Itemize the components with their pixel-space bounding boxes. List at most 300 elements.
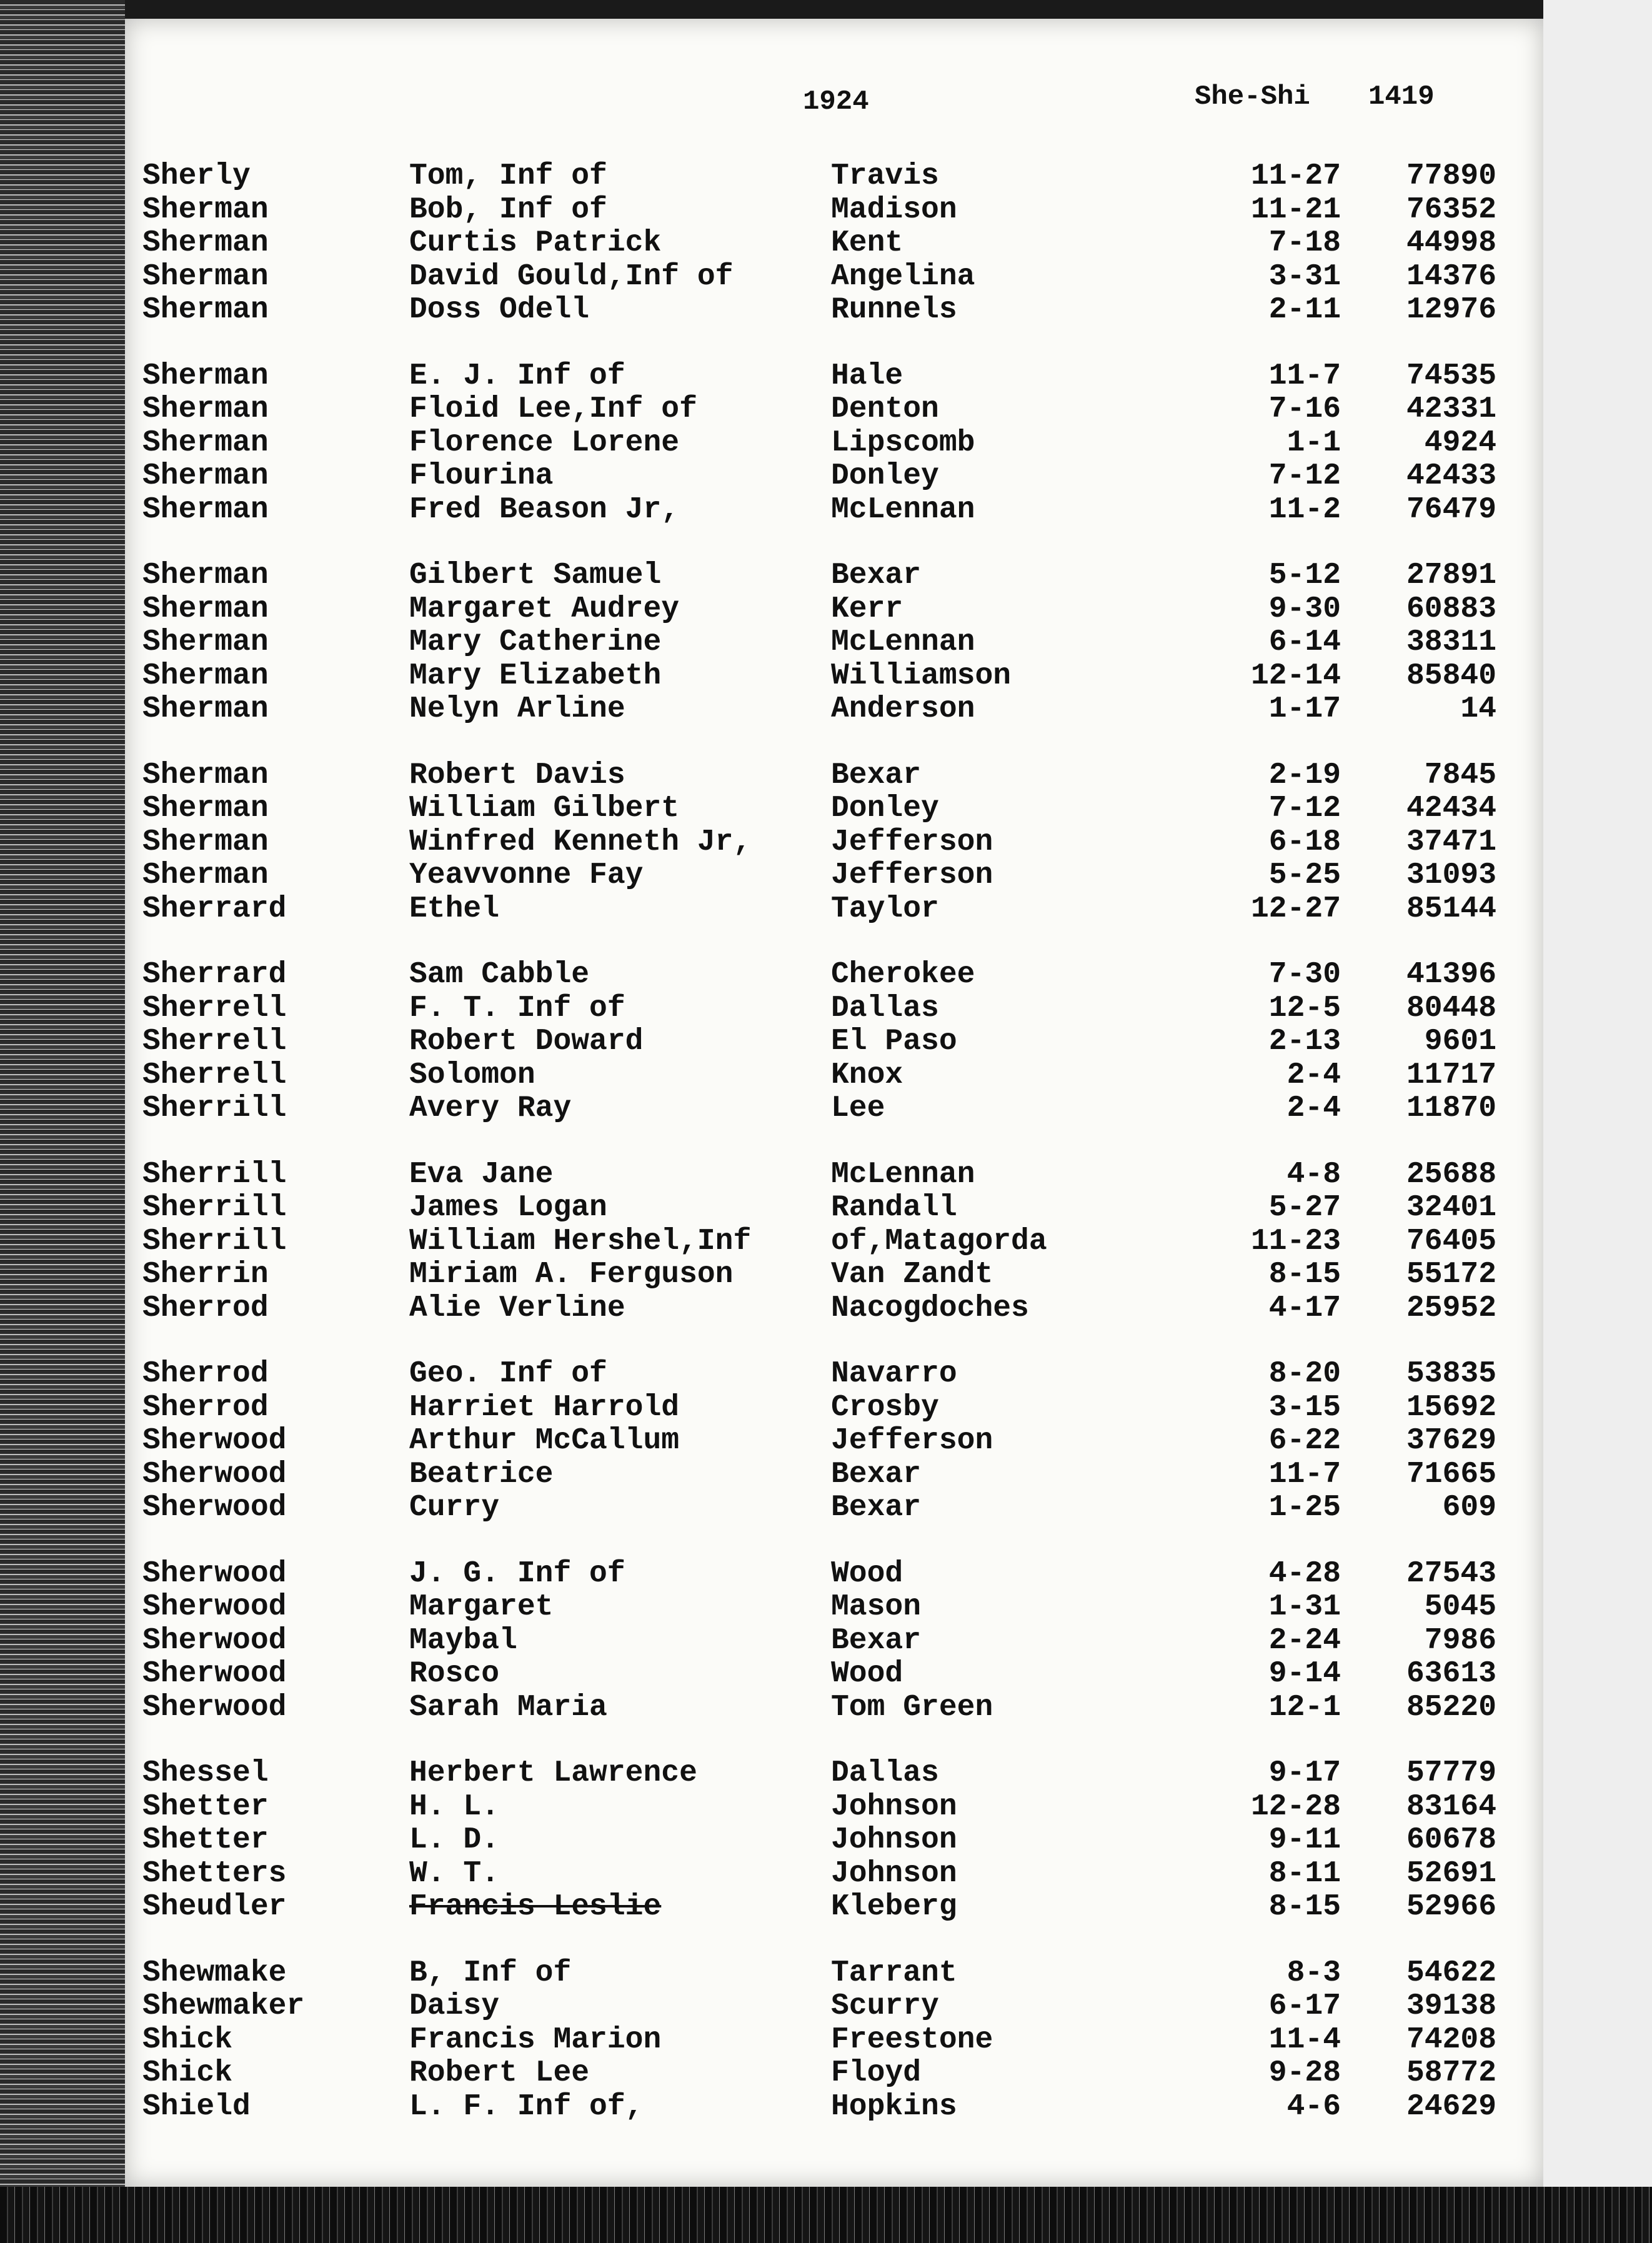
certificate-number-text: 63613 [1406, 1657, 1496, 1691]
surname-text: Shield [142, 2089, 251, 2124]
certificate-number-text: 83164 [1406, 1789, 1496, 1824]
surname-text: Sherwood [142, 1623, 287, 1658]
given-name-text: Arthur McCallum [409, 1424, 680, 1458]
list-item [125, 1291, 1543, 1325]
date-text: 8-15 [1268, 1890, 1341, 1924]
certificate-number-text: 38311 [1406, 625, 1496, 659]
county-text: Denton [831, 392, 939, 426]
given-name-text: Margaret Audrey [409, 592, 680, 626]
list-item [125, 592, 1543, 626]
given-name-text: Winfred Kenneth Jr, [409, 825, 752, 859]
list-item [125, 659, 1543, 693]
given-name-text: David Gould,Inf of [409, 259, 734, 294]
list-item [125, 1391, 1543, 1425]
surname-text: Sherrod [142, 1357, 269, 1391]
scan-bottom-border [0, 2187, 1652, 2243]
certificate-number-text: 58772 [1406, 2056, 1496, 2090]
list-item [125, 1092, 1543, 1125]
given-name-text: Alie Verline [409, 1291, 625, 1325]
surname-text: Shick [142, 2022, 233, 2057]
given-name-text: Sam Cabble [409, 958, 590, 992]
certificate-number-text: 52966 [1406, 1890, 1496, 1924]
certificate-number-text: 85840 [1406, 659, 1496, 693]
given-name-text: Yeavvonne Fay [409, 858, 644, 892]
county-text: Knox [831, 1058, 903, 1092]
date-text: 5-27 [1268, 1191, 1341, 1225]
list-item [125, 1491, 1543, 1524]
certificate-number-text: 7845 [1424, 758, 1496, 792]
given-name-text: Herbert Lawrence [409, 1756, 697, 1790]
given-name-text: Avery Ray [409, 1092, 572, 1125]
date-text: 8-3 [1286, 1956, 1341, 1990]
given-name-text: Flourina [409, 459, 554, 493]
list-item [125, 1823, 1543, 1857]
county-text: El Paso [831, 1025, 957, 1058]
list-item [125, 426, 1543, 460]
date-text: 7-16 [1268, 392, 1341, 426]
scan-left-border [0, 0, 125, 2243]
certificate-number-text: 53835 [1406, 1357, 1496, 1391]
given-name-text: Floid Lee,Inf of [409, 392, 697, 426]
surname-text: Sherwood [142, 1457, 287, 1491]
date-text: 3-31 [1268, 259, 1341, 294]
date-text: 2-4 [1286, 1058, 1341, 1092]
certificate-number-text: 60678 [1406, 1823, 1496, 1857]
date-text: 7-18 [1268, 226, 1341, 260]
county-text: McLennan [831, 492, 975, 527]
surname-text: Sheudler [142, 1890, 287, 1924]
county-text: Jefferson [831, 858, 993, 892]
date-text: 1-25 [1268, 1491, 1341, 1524]
surname-text: Sherly [142, 159, 251, 193]
certificate-number-text: 9601 [1424, 1025, 1496, 1058]
date-text: 4-28 [1268, 1556, 1341, 1591]
surname-text: Sherrill [142, 1191, 287, 1225]
county-text: Taylor [831, 892, 939, 926]
certificate-number-text: 609 [1442, 1491, 1496, 1524]
surname-text: Sherrard [142, 892, 287, 926]
county-text: Jefferson [831, 825, 993, 859]
given-name-text: Florence Lorene [409, 425, 680, 460]
surname-text: Sherman [142, 425, 269, 460]
surname-text: Shick [142, 2056, 233, 2090]
list-item [125, 459, 1543, 493]
list-item [125, 159, 1543, 193]
certificate-number-text: 74208 [1406, 2022, 1496, 2057]
county-text: Johnson [831, 1856, 957, 1891]
county-text: Bexar [831, 1457, 922, 1491]
county-text: Dallas [831, 1756, 939, 1790]
year-header: 1924 [803, 86, 869, 117]
given-name-text: Harriet Harrold [409, 1390, 680, 1425]
given-name-text: Bob, Inf of [409, 192, 607, 227]
date-text: 5-12 [1268, 559, 1341, 592]
given-name-text: L. F. Inf of, [409, 2089, 644, 2124]
county-text: Kent [831, 226, 903, 260]
county-text: Randall [831, 1191, 957, 1225]
given-name-text: William Hershel,Inf [409, 1224, 752, 1258]
certificate-number-text: 52691 [1406, 1856, 1496, 1891]
given-name-text: Mary Elizabeth [409, 659, 662, 693]
surname-text: Sherwood [142, 1657, 287, 1691]
list-item [125, 858, 1543, 892]
county-text: Madison [831, 192, 957, 227]
range-header: She-Shi [1195, 81, 1310, 112]
county-text: Donley [831, 792, 939, 825]
list-item [125, 392, 1543, 426]
given-name-text: Solomon [409, 1058, 535, 1092]
certificate-number-text: 11870 [1406, 1092, 1496, 1125]
date-text: 8-11 [1268, 1856, 1341, 1891]
list-item [125, 1624, 1543, 1658]
given-name-text: Rosco [409, 1657, 500, 1691]
list-item [125, 193, 1543, 227]
county-text: Bexar [831, 1491, 922, 1524]
county-text: Williamson [831, 659, 1012, 693]
county-text: Bexar [831, 758, 922, 792]
county-text: Wood [831, 1657, 903, 1691]
certificate-number-text: 77890 [1406, 159, 1496, 193]
date-text: 12-14 [1250, 659, 1341, 693]
county-text: Hale [831, 359, 903, 393]
given-name-text: L. D. [409, 1823, 500, 1857]
given-name-text: B, Inf of [409, 1956, 572, 1990]
county-text: Lee [831, 1092, 885, 1125]
surname-text: Sherwood [142, 1690, 287, 1724]
surname-text: Sherrill [142, 1224, 287, 1258]
county-text: Mason [831, 1590, 922, 1624]
list-item [125, 1590, 1543, 1624]
list-item [125, 1956, 1543, 1990]
certificate-number-text: 14 [1460, 692, 1496, 726]
date-text: 11-23 [1250, 1224, 1341, 1258]
surname-text: Sherman [142, 226, 269, 260]
surname-text: Sherrill [142, 1092, 287, 1125]
surname-text: Sherman [142, 659, 269, 693]
list-item [125, 226, 1543, 260]
county-text: Floyd [831, 2056, 922, 2090]
certificate-number-text: 11717 [1406, 1058, 1496, 1092]
given-name-text: Francis Marion [409, 2022, 662, 2057]
date-text: 11-4 [1268, 2022, 1341, 2057]
county-text: Freestone [831, 2022, 993, 2057]
date-text: 3-15 [1268, 1390, 1341, 1425]
certificate-number-text: 27543 [1406, 1556, 1496, 1591]
county-text: Johnson [831, 1823, 957, 1857]
certificate-number-text: 44998 [1406, 226, 1496, 260]
certificate-number-text: 71665 [1406, 1457, 1496, 1491]
county-text: McLennan [831, 1157, 975, 1191]
certificate-number-text: 57779 [1406, 1756, 1496, 1790]
county-text: Kerr [831, 592, 903, 626]
county-text: Tarrant [831, 1956, 957, 1990]
surname-text: Sherrard [142, 958, 287, 992]
given-name-text: F. T. Inf of [409, 991, 625, 1025]
certificate-number-text: 7986 [1424, 1623, 1496, 1658]
county-text: Anderson [831, 692, 975, 726]
surname-text: Shewmaker [142, 1989, 305, 2023]
certificate-number-text: 60883 [1406, 592, 1496, 626]
date-text: 6-18 [1268, 825, 1341, 859]
surname-text: Sherman [142, 858, 269, 892]
date-text: 4-17 [1268, 1291, 1341, 1325]
certificate-number-text: 4924 [1424, 425, 1496, 460]
given-name-text: Daisy [409, 1989, 500, 2023]
list-item [125, 1458, 1543, 1491]
date-text: 9-11 [1268, 1823, 1341, 1857]
date-text: 12-1 [1268, 1690, 1341, 1724]
date-text: 9-17 [1268, 1756, 1341, 1790]
list-item [125, 2090, 1543, 2124]
certificate-number-text: 41396 [1406, 958, 1496, 992]
certificate-number-text: 76352 [1406, 192, 1496, 227]
date-text: 11-27 [1250, 159, 1341, 193]
county-text: Crosby [831, 1390, 939, 1425]
county-text: Navarro [831, 1357, 957, 1391]
given-name-text: E. J. Inf of [409, 359, 625, 393]
given-name-text: H. L. [409, 1789, 500, 1824]
county-text: Donley [831, 459, 939, 493]
date-text: 7-30 [1268, 958, 1341, 992]
list-item [125, 260, 1543, 294]
county-text: Scurry [831, 1989, 939, 2023]
date-text: 11-7 [1268, 1457, 1341, 1491]
certificate-number-text: 37471 [1406, 825, 1496, 859]
certificate-number-text: 14376 [1406, 259, 1496, 294]
list-item [125, 1058, 1543, 1092]
date-text: 8-20 [1268, 1357, 1341, 1391]
list-item [125, 692, 1543, 726]
surname-text: Sherman [142, 592, 269, 626]
list-item [125, 1258, 1543, 1291]
surname-text: Shessel [142, 1756, 269, 1790]
surname-text: Sherman [142, 359, 269, 393]
date-text: 4-8 [1286, 1157, 1341, 1191]
certificate-number-text: 42434 [1406, 792, 1496, 825]
certificate-number-text: 25688 [1406, 1157, 1496, 1191]
list-item [125, 1691, 1543, 1724]
date-text: 7-12 [1268, 459, 1341, 493]
surname-text: Sherman [142, 192, 269, 227]
county-text: Wood [831, 1556, 903, 1591]
date-text: 11-21 [1250, 192, 1341, 227]
certificate-number-text: 85144 [1406, 892, 1496, 926]
list-item [125, 1424, 1543, 1458]
certificate-number-text: 42331 [1406, 392, 1496, 426]
certificate-number-text: 15692 [1406, 1390, 1496, 1425]
surname-text: Sherwood [142, 1424, 287, 1458]
page-number: 1419 [1368, 81, 1435, 112]
certificate-number-text: 42433 [1406, 459, 1496, 493]
given-name-text: William Gilbert [409, 792, 680, 825]
surname-text: Sherman [142, 825, 269, 859]
date-text: 2-11 [1268, 293, 1341, 327]
surname-text: Sherman [142, 625, 269, 659]
date-text: 9-14 [1268, 1657, 1341, 1691]
given-name-text: Doss Odell [409, 293, 590, 327]
date-text: 1-31 [1268, 1590, 1341, 1624]
surname-text: Sherrill [142, 1157, 287, 1191]
surname-text: Sherwood [142, 1556, 287, 1591]
county-text: of,Matagorda [831, 1224, 1047, 1258]
list-item [125, 825, 1543, 859]
given-name-text: J. G. Inf of [409, 1556, 625, 1591]
given-name-text: Robert Doward [409, 1025, 644, 1058]
date-text: 6-22 [1268, 1424, 1341, 1458]
date-text: 1-17 [1268, 692, 1341, 726]
scan-right-margin [1543, 0, 1652, 2243]
surname-text: Sherman [142, 559, 269, 592]
given-name-text: Curry [409, 1491, 500, 1524]
county-text: Van Zandt [831, 1258, 993, 1291]
date-text: 2-19 [1268, 758, 1341, 792]
date-text: 12-5 [1268, 991, 1341, 1025]
given-name-text: Beatrice [409, 1457, 554, 1491]
list-item [125, 559, 1543, 592]
certificate-number-text: 37629 [1406, 1424, 1496, 1458]
certificate-number-text: 12976 [1406, 293, 1496, 327]
given-name-text: Nelyn Arline [409, 692, 625, 726]
surname-text: Sherman [142, 293, 269, 327]
certificate-number-text: 80448 [1406, 991, 1496, 1025]
date-text: 1-1 [1286, 425, 1341, 460]
list-item [125, 1557, 1543, 1591]
surname-text: Sherrod [142, 1390, 269, 1425]
county-text: Travis [831, 159, 939, 193]
certificate-number-text: 76405 [1406, 1224, 1496, 1258]
surname-text: Sherman [142, 259, 269, 294]
certificate-number-text: 5045 [1424, 1590, 1496, 1624]
date-text: 7-12 [1268, 792, 1341, 825]
surname-text: Sherwood [142, 1491, 287, 1524]
given-name-text: Margaret [409, 1590, 554, 1624]
given-name-text: Curtis Patrick [409, 226, 662, 260]
county-text: Lipscomb [831, 425, 975, 460]
county-text: McLennan [831, 625, 975, 659]
certificate-number-text: 85220 [1406, 1690, 1496, 1724]
surname-text: Sherrell [142, 1058, 287, 1092]
given-name-text: W. T. [409, 1856, 500, 1891]
certificate-number-text: 32401 [1406, 1191, 1496, 1225]
county-text: Bexar [831, 559, 922, 592]
given-name-text: Fred Beason Jr, [409, 492, 680, 527]
surname-text: Sherrin [142, 1258, 269, 1291]
date-text: 12-27 [1250, 892, 1341, 926]
county-text: Tom Green [831, 1690, 993, 1724]
county-text: Bexar [831, 1623, 922, 1658]
date-text: 11-7 [1268, 359, 1341, 393]
surname-text: Sherman [142, 792, 269, 825]
list-item [125, 1790, 1543, 1824]
given-name-text: Francis Leslie [409, 1890, 662, 1924]
list-item [125, 1657, 1543, 1691]
list-item [125, 1989, 1543, 2023]
county-text: Runnels [831, 293, 957, 327]
surname-text: Shetters [142, 1856, 287, 1891]
given-name-text: Eva Jane [409, 1157, 554, 1191]
list-item [125, 293, 1543, 327]
list-item [125, 1357, 1543, 1391]
given-name-text: Mary Catherine [409, 625, 662, 659]
county-text: Angelina [831, 259, 975, 294]
date-text: 12-28 [1250, 1789, 1341, 1824]
list-item [125, 625, 1543, 659]
certificate-number-text: 39138 [1406, 1989, 1496, 2023]
surname-text: Sherman [142, 492, 269, 527]
county-text: Kleberg [831, 1890, 957, 1924]
county-text: Dallas [831, 991, 939, 1025]
given-name-text: Robert Davis [409, 758, 625, 792]
list-item [125, 992, 1543, 1025]
list-item [125, 2056, 1543, 2090]
county-text: Hopkins [831, 2089, 957, 2124]
surname-text: Sherman [142, 392, 269, 426]
list-item [125, 1225, 1543, 1258]
date-text: 4-6 [1286, 2089, 1341, 2124]
list-item [125, 1857, 1543, 1891]
certificate-number-text: 74535 [1406, 359, 1496, 393]
given-name-text: James Logan [409, 1191, 607, 1225]
list-item [125, 758, 1543, 792]
list-item [125, 1158, 1543, 1191]
date-text: 6-17 [1268, 1989, 1341, 2023]
date-text: 9-28 [1268, 2056, 1341, 2090]
date-text: 11-2 [1268, 492, 1341, 527]
given-name-text: Tom, Inf of [409, 159, 607, 193]
date-text: 2-4 [1286, 1092, 1341, 1125]
list-item [125, 1191, 1543, 1225]
surname-text: Sherrell [142, 1025, 287, 1058]
list-item [125, 792, 1543, 825]
list-item [125, 892, 1543, 926]
given-name-text: Ethel [409, 892, 500, 926]
given-name-text: Miriam A. Ferguson [409, 1258, 734, 1291]
surname-text: Sherman [142, 692, 269, 726]
list-item [125, 359, 1543, 393]
surname-text: Sherrod [142, 1291, 269, 1325]
county-text: Nacogdoches [831, 1291, 1029, 1325]
certificate-number-text: 55172 [1406, 1258, 1496, 1291]
surname-text: Shewmake [142, 1956, 287, 1990]
date-text: 2-13 [1268, 1025, 1341, 1058]
list-item [125, 2023, 1543, 2057]
certificate-number-text: 27891 [1406, 559, 1496, 592]
county-text: Johnson [831, 1789, 957, 1824]
list-item [125, 1025, 1543, 1058]
date-text: 6-14 [1268, 625, 1341, 659]
index-page [125, 19, 1543, 2187]
surname-text: Shetter [142, 1823, 269, 1857]
given-name-text: Sarah Maria [409, 1690, 607, 1724]
county-text: Jefferson [831, 1424, 993, 1458]
date-text: 2-24 [1268, 1623, 1341, 1658]
given-name-text: Geo. Inf of [409, 1357, 607, 1391]
given-name-text: Maybal [409, 1623, 517, 1658]
certificate-number-text: 54622 [1406, 1956, 1496, 1990]
surname-text: Sherman [142, 758, 269, 792]
certificate-number-text: 25952 [1406, 1291, 1496, 1325]
county-text: Cherokee [831, 958, 975, 992]
given-name-text: Gilbert Samuel [409, 559, 662, 592]
surname-text: Sherman [142, 459, 269, 493]
date-text: 9-30 [1268, 592, 1341, 626]
surname-text: Shetter [142, 1789, 269, 1824]
given-name-text: Robert Lee [409, 2056, 590, 2090]
surname-text: Sherrell [142, 991, 287, 1025]
certificate-number-text: 76479 [1406, 492, 1496, 527]
date-text: 8-15 [1268, 1258, 1341, 1291]
list-item [125, 1756, 1543, 1790]
